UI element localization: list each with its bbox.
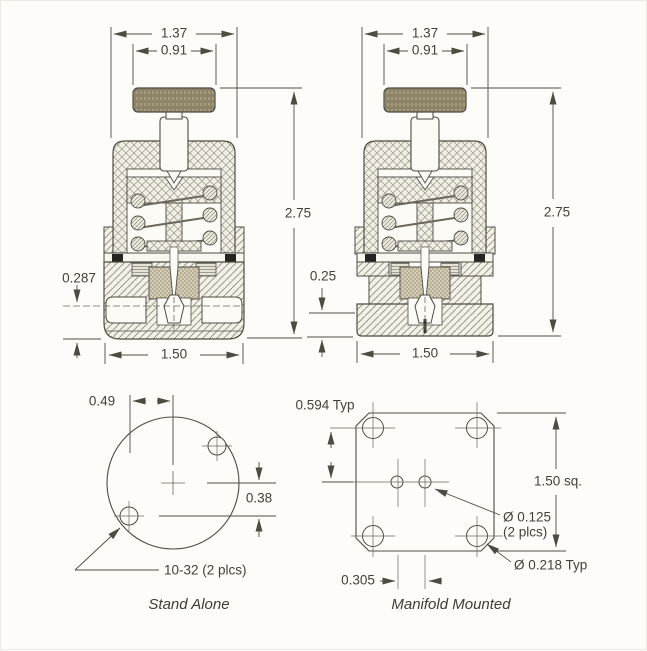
stand-alone-bottom-view (75, 394, 276, 613)
dim-manifold-base-width: 1.50 (411, 345, 439, 361)
manifold-bottom-view (295, 398, 587, 613)
dim-corner-hole-offset: 0.594 Typ (295, 397, 355, 413)
dim-standalone-height: 2.75 (284, 205, 312, 221)
dim-manifold-height: 2.75 (543, 204, 571, 220)
manifold-base (357, 247, 493, 336)
dim-manifold-port-offset: 0.25 (309, 268, 337, 284)
dim-standalone-base-width: 1.50 (160, 346, 188, 362)
dim-standalone-knob-width: 0.91 (160, 42, 188, 58)
dim-manifold-overall-width: 1.37 (411, 25, 439, 41)
dim-manifold-knob-width: 0.91 (411, 42, 439, 58)
dim-bottom-hole-offset-y: 0.38 (245, 490, 273, 506)
dim-standalone-port-offset: 0.287 (62, 270, 96, 286)
dim-center-hole-spacing: 0.305 (341, 572, 375, 588)
note-thread-callout: 10-32 (2 plcs) (164, 562, 247, 578)
dim-center-hole-qty: (2 plcs) (503, 524, 548, 540)
stand-alone-base (63, 247, 244, 339)
stand-alone-section-view (62, 26, 311, 364)
caption-stand-alone: Stand Alone (148, 595, 230, 613)
valve-dimension-drawing (1, 1, 647, 651)
dim-standalone-overall-width: 1.37 (160, 25, 188, 41)
caption-manifold-mounted: Manifold Mounted (391, 595, 511, 613)
dim-square-size: 1.50 sq. (533, 473, 583, 489)
dim-corner-hole-dia: Ø 0.218 Typ (514, 557, 588, 573)
manifold-section-view (307, 26, 570, 363)
dim-center-hole-dia: Ø 0.125 (503, 509, 552, 525)
dim-bottom-hole-offset-x: 0.49 (88, 393, 116, 409)
